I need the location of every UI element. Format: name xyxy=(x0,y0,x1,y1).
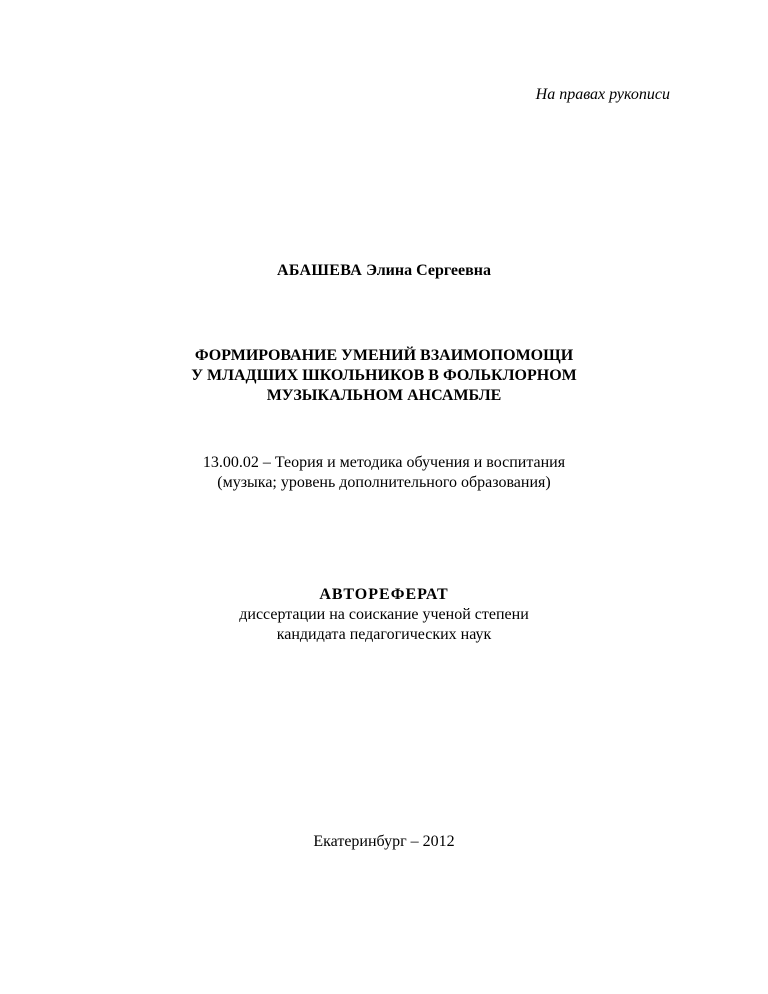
specialty-line: 13.00.02 – Теория и методика обучения и воспитания xyxy=(202,454,566,471)
title-line: МУЗЫКАЛЬНОМ АНСАМБЛЕ xyxy=(266,387,502,404)
dissertation-title xyxy=(0,346,768,406)
specialty-line: (музыка; уровень дополнительного образования) xyxy=(217,474,551,491)
document-type-description xyxy=(0,605,768,645)
city-year: Екатеринбург – 2012 xyxy=(313,833,455,850)
document-type-label: АВТОРЕФЕРАТ xyxy=(319,586,449,603)
rights-note: На правах рукописи xyxy=(535,86,670,103)
title-line: У МЛАДШИХ ШКОЛЬНИКОВ В ФОЛЬКЛОРНОМ xyxy=(191,367,577,384)
author-surname: АБАШЕВА xyxy=(277,262,363,279)
description-line: диссертации на соискание ученой степени xyxy=(239,606,529,623)
author-given-names: Элина Сергеевна xyxy=(366,262,491,279)
specialty-code xyxy=(0,453,768,493)
description-line: кандидата педагогических наук xyxy=(276,626,492,643)
title-line: ФОРМИРОВАНИЕ УМЕНИЙ ВЗАИМОПОМОЩИ xyxy=(194,347,574,364)
author-name xyxy=(0,262,768,280)
